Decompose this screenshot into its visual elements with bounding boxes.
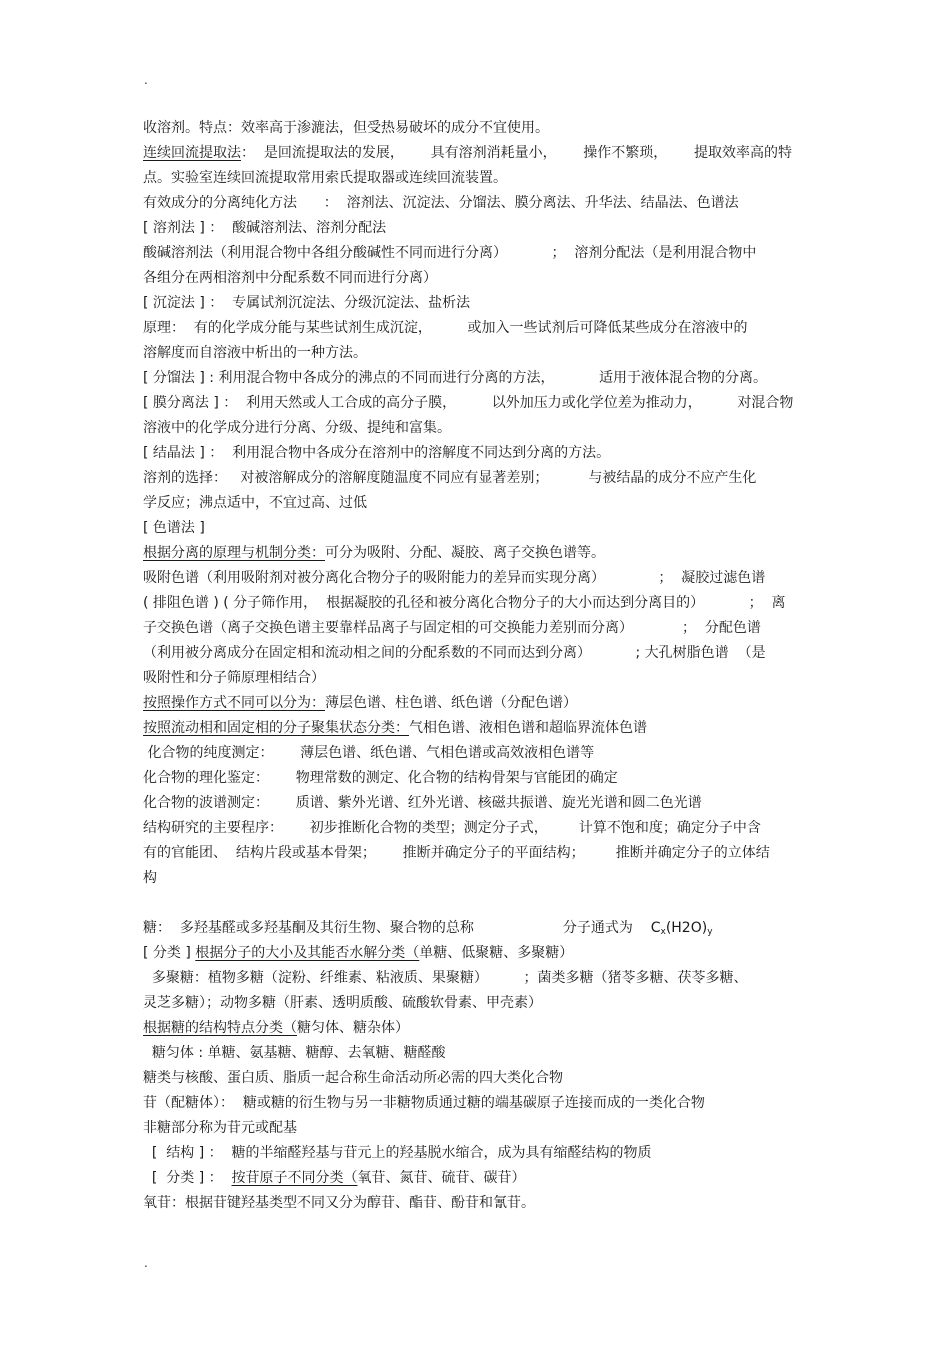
- text-line: [143, 666, 813, 691]
- underlined-heading: 按照流动相和固定相的分子聚集状态分类：: [143, 720, 409, 736]
- line-text: [ 色谱法 ]: [143, 520, 205, 536]
- text-line: [143, 166, 813, 191]
- text-line: [143, 691, 813, 716]
- line-text: [ 分类 ] ：: [143, 1170, 232, 1186]
- document-body: [143, 116, 813, 1216]
- line-text: 可分为吸附、分配、凝胶、离子交换色谱等。: [325, 545, 605, 561]
- formula-subscript-y: y: [707, 927, 713, 937]
- line-text: 有效成分的分离纯化方法 ： 溶剂法、沉淀法、分馏法、膜分离法、升华法、结晶法、色谱法: [143, 195, 739, 211]
- line-text: 吸附性和分子筛原理相结合）: [143, 670, 325, 686]
- text-line: [143, 341, 813, 366]
- line-text: 氧苷：根据苷键羟基类型不同又分为醇苷、酯苷、酚苷和氰苷。: [143, 1195, 535, 1211]
- line-text: 结构研究的主要程序： 初步推断化合物的类型；测定分子式， 计算不饱和度；确定分子中含: [143, 820, 761, 836]
- line-text: 化合物的纯度测定： 薄层色谱、纸色谱、气相色谱或高效液相色谱等: [143, 745, 595, 761]
- line-text: 薄层色谱、柱色谱、纸色谱（分配色谱）: [325, 695, 577, 711]
- line-text: 溶解度而自溶液中析出的一种方法。: [143, 345, 367, 361]
- page-marker-top: .: [144, 73, 148, 87]
- text-line: [143, 1141, 813, 1166]
- line-text: 气相色谱、液相色谱和超临界流体色谱: [409, 720, 647, 736]
- text-line: [143, 441, 813, 466]
- text-line: [143, 916, 813, 941]
- text-line: [143, 866, 813, 891]
- text-line: [143, 466, 813, 491]
- line-text: 灵芝多糖）；动物多糖（肝素、透明质酸、硫酸软骨素、甲壳素）: [143, 995, 542, 1011]
- text-line: [143, 591, 813, 616]
- text-line: [143, 1191, 813, 1216]
- text-line: [143, 1116, 813, 1141]
- line-text: 点。实验室连续回流提取常用索氏提取器或连续回流装置。: [143, 170, 507, 186]
- underlined-heading: 根据糖的结构特点分类（: [143, 1020, 297, 1036]
- text-line: [143, 316, 813, 341]
- line-text: [ 结构 ] ： 糖的半缩醛羟基与苷元上的羟基脱水缩合，成为具有缩醛结构的物质: [143, 1145, 652, 1161]
- text-line: [143, 391, 813, 416]
- line-text: ： 是回流提取法的发展， 具有溶剂消耗量小， 操作不繁琐， 提取效率高的特: [241, 145, 793, 161]
- text-line: [143, 216, 813, 241]
- line-text: 糖匀体 : 单糖、氨基糖、糖醇、去氧糖、糖醛酸: [143, 1045, 446, 1061]
- text-line: [143, 566, 813, 591]
- text-line: [143, 1016, 813, 1041]
- line-text: 苷（配糖体）： 糖或糖的衍生物与另一非糖物质通过糖的端基碳原子连接而成的一类化合物: [143, 1095, 705, 1111]
- text-line: [143, 641, 813, 666]
- line-text: ( 排阻色谱 ) ( 分子筛作用， 根据凝胶的孔径和被分离化合物分子的大小而达到分离目的） ； 离: [143, 595, 786, 611]
- text-line: [143, 791, 813, 816]
- text-line: [143, 116, 813, 141]
- underlined-heading: 根据分离的原理与机制分类：: [143, 545, 325, 561]
- text-line: [143, 1041, 813, 1066]
- line-text: [ 结晶法 ] ： 利用混合物中各成分在溶剂中的溶解度不同达到分离的方法。: [143, 445, 611, 461]
- underlined-heading: 连续回流提取法: [143, 145, 241, 161]
- line-text: 非糖部分称为苷元或配基: [143, 1120, 297, 1136]
- text-line: [143, 141, 813, 166]
- text-line: [143, 766, 813, 791]
- line-text: [ 溶剂法 ] ： 酸碱溶剂法、溶剂分配法: [143, 220, 387, 236]
- text-line: [143, 191, 813, 216]
- line-text: 多聚糖：植物多糖（淀粉、纤维素、粘液质、果聚糖） ；菌类多糖（猪苓多糖、茯苓多糖、: [143, 970, 748, 986]
- line-text: [ 分类 ]: [143, 945, 196, 961]
- text-line: [143, 1066, 813, 1091]
- text-line: [143, 716, 813, 741]
- formula-subscript-x: x: [660, 927, 666, 937]
- text-line: [143, 491, 813, 516]
- line-text: （利用被分离成分在固定相和流动相之间的分配系数的不同而达到分离） ; 大孔树脂色谱 （是: [143, 645, 766, 661]
- text-line: [143, 416, 813, 441]
- blank-line: [143, 891, 813, 916]
- line-text: 化合物的波谱测定： 质谱、紫外光谱、红外光谱、核磁共振谱、旋光光谱和圆二色光谱: [143, 795, 702, 811]
- text-line: [143, 516, 813, 541]
- text-line: [143, 741, 813, 766]
- line-text: 糖匀体、糖杂体）: [297, 1020, 409, 1036]
- line-text: 原理： 有的化学成分能与某些试剂生成沉淀， 或加入一些试剂后可降低某些成分在溶液中的: [143, 320, 748, 336]
- line-text: [ 沉淀法 ] ： 专属试剂沉淀法、分级沉淀法、盐析法: [143, 295, 471, 311]
- text-line: [143, 1166, 813, 1191]
- line-text: 收溶剂。特点：效率高于渗漉法，但受热易破坏的成分不宜使用。: [143, 120, 549, 136]
- line-text: 子交换色谱（离子交换色谱主要靠样品离子与固定相的可交换能力差别而分离） ； 分配色谱: [143, 620, 761, 636]
- text-line: [143, 966, 813, 991]
- line-text: 构: [143, 870, 157, 886]
- underlined-heading: 根据分子的大小及其能否水解分类（: [195, 945, 420, 961]
- text-line: [143, 841, 813, 866]
- text-line: [143, 291, 813, 316]
- text-line: [143, 1091, 813, 1116]
- formula-text: (H2O): [665, 920, 708, 936]
- text-line: [143, 816, 813, 841]
- text-line: [143, 541, 813, 566]
- text-line: [143, 991, 813, 1016]
- line-text: [ 分馏法 ] : 利用混合物中各成分的沸点的不同而进行分离的方法， 适用于液体混合物的分离。: [143, 370, 767, 386]
- line-text: 吸附色谱（利用吸附剂对被分离化合物分子的吸附能力的差异而实现分离） ； 凝胶过滤色谱: [143, 570, 766, 586]
- line-text: [ 膜分离法 ] ： 利用天然或人工合成的高分子膜， 以外加压力或化学位差为推动力， 对混合物: [143, 395, 794, 411]
- text-line: [143, 941, 813, 966]
- line-text: 溶液中的化学成分进行分离、分级、提纯和富集。: [143, 420, 451, 436]
- text-line: [143, 241, 813, 266]
- line-text: 糖： 多羟基醛或多羟基酮及其衍生物、聚合物的总称 分子通式为 C: [143, 920, 661, 936]
- line-text: 单糖、低聚糖、多聚糖）: [419, 945, 574, 961]
- page-marker-bottom: .: [144, 1256, 148, 1270]
- line-text: 化合物的理化鉴定： 物理常数的测定、化合物的结构骨架与官能团的确定: [143, 770, 618, 786]
- line-text: 氧苷、氮苷、硫苷、碳苷）: [357, 1170, 526, 1186]
- text-line: [143, 616, 813, 641]
- line-text: 各组分在两相溶剂中分配系数不同而进行分离）: [143, 270, 437, 286]
- text-line: [143, 366, 813, 391]
- underlined-heading: 按照操作方式不同可以分为：: [143, 695, 325, 711]
- line-text: 溶剂的选择： 对被溶解成分的溶解度随温度不同应有显著差别； 与被结晶的成分不应产生化: [143, 470, 757, 486]
- text-line: [143, 266, 813, 291]
- line-text: 糖类与核酸、蛋白质、脂质一起合称生命活动所必需的四大类化合物: [143, 1070, 563, 1086]
- underlined-heading: 按苷原子不同分类（: [231, 1170, 358, 1186]
- line-text: 学反应；沸点适中，不宜过高、过低: [143, 495, 367, 511]
- line-text: 有的官能团、 结构片段或基本骨架； 推断并确定分子的平面结构； 推断并确定分子的立体结: [143, 845, 770, 861]
- line-text: 酸碱溶剂法（利用混合物中各组分酸碱性不同而进行分离） ； 溶剂分配法（是利用混合物中: [143, 245, 757, 261]
